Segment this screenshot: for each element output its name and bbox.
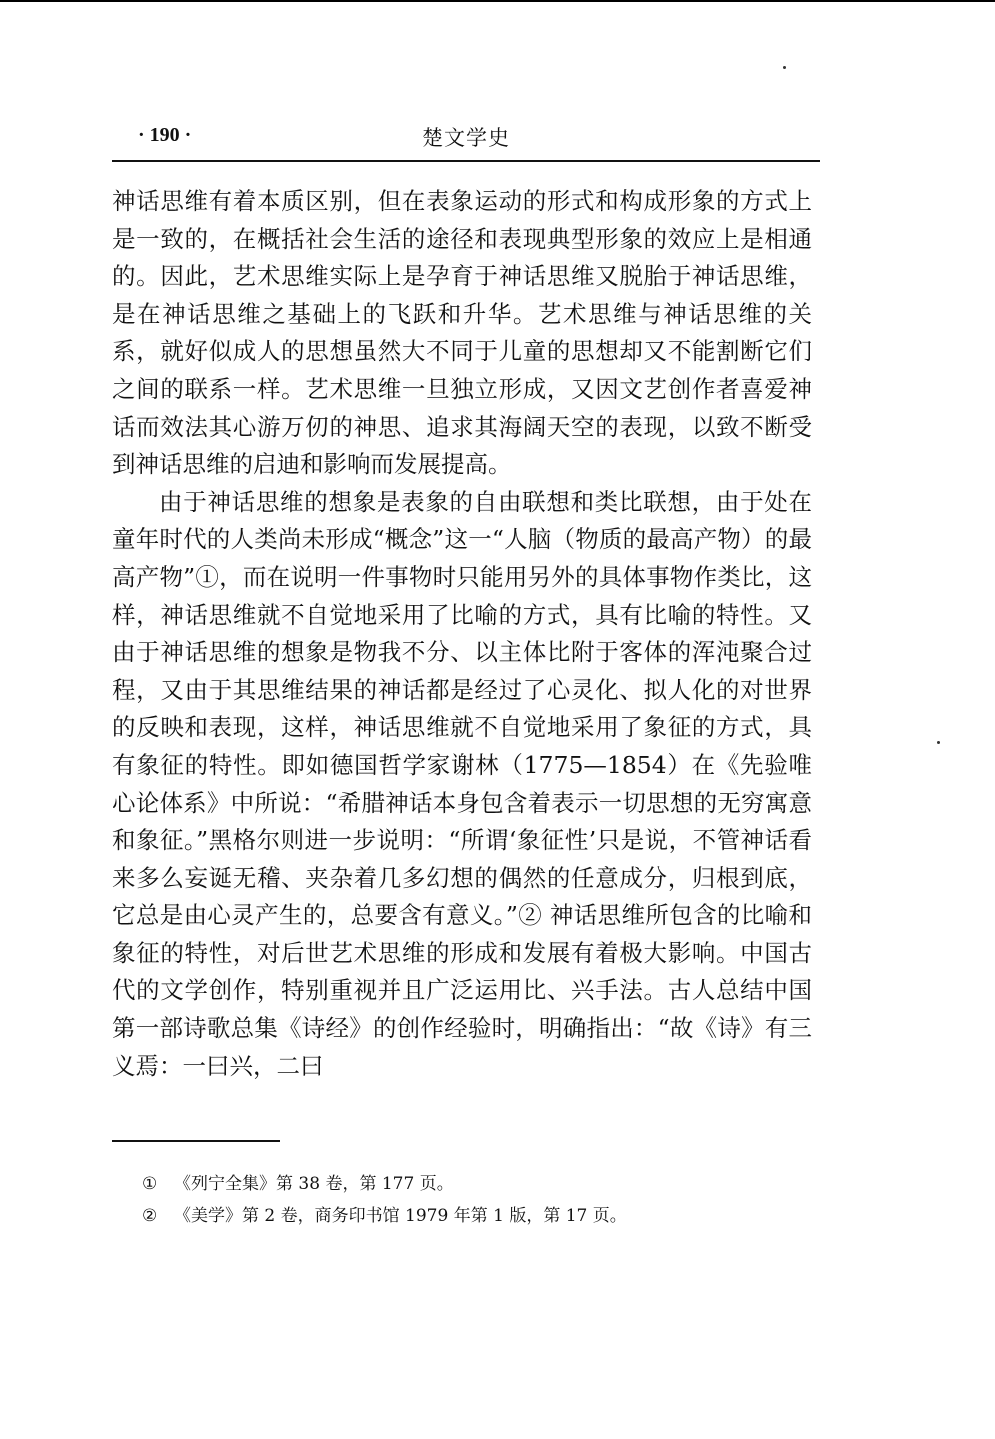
footnote-text: 《美学》第 2 卷，商务印书馆 1979 年第 1 版，第 17 页。 bbox=[174, 1206, 627, 1226]
scan-speck bbox=[937, 741, 940, 744]
footnote-item bbox=[142, 1200, 742, 1232]
paragraph-continued: 神话思维有着本质区别，但在表象运动的形式和构成形象的方式上是一致的，在概括社会生活的途径和表现典型形象的效应上是相通的。因此，艺术思维实际上是孕育于神话思维又脱胎于神话思维，是在神话思维之基础上的飞跃和升华。艺术思维与神话思维的关系，就好似成人的思想虽然大不同于儿童的思想却又不能割断它们之间的联系一样。艺术思维一旦独立形成，又因文艺创作者喜爱神话而效法其心游万仞的神思、追求其海阔天空的表现，以致不断受到神话思维的启迪和影响而发展提高。 bbox=[112, 187, 812, 479]
footnote-marker: ② bbox=[142, 1206, 158, 1226]
footnote-text: 《列宁全集》第 38 卷，第 177 页。 bbox=[174, 1174, 454, 1194]
footnote-item bbox=[142, 1168, 742, 1200]
header-rule bbox=[112, 160, 820, 162]
running-title: 楚文学史 bbox=[422, 126, 510, 150]
page-top-border bbox=[0, 0, 995, 2]
footnotes bbox=[142, 1168, 742, 1232]
footnote-rule bbox=[112, 1140, 280, 1142]
body-text bbox=[112, 183, 812, 1085]
paragraph-mythic-thinking: 由于神话思维的想象是表象的自由联想和类比联想，由于处在童年时代的人类尚未形成“概念”这一“人脑（物质的最高产物）的最高产物”①，而在说明一件事物时只能用另外的具体事物作类比，这样，神话思维就不自觉地采用了比喻的方式，具有比喻的特性。又由于神话思维的想象是物我不分、以主体比附于客体的浑沌聚合过程，又由于其思维结果的神话都是经过了心灵化、拟人化的对世界的反映和表现，这样，神话思维就不自觉地采用了象征的方式，具有象征的特性。即如德国哲学家谢林（1775—1854）在《先验唯心论体系》中所说：“希腊神话本身包含着表示一切思想的无穷寓意和象征。”黑格尔则进一步说明：“所谓‘象征性’只是说，不管神话看来多么妄诞无稽、夹杂着几多幻想的偶然的任意成分，归根到底，它总是由心灵产生的，总要含有意义。”② 神话思维所包含的比喻和象征的特性，对后世艺术思维的形成和发展有着极大影响。中国古代的文学创作，特别重视并且广泛运用比、兴手法。古人总结中国第一部诗歌总集《诗经》的创作经验时，明确指出：“故《诗》有三义焉：一曰兴，二曰 bbox=[112, 487, 812, 1080]
page-header bbox=[112, 118, 820, 160]
page-number: · 190 · bbox=[138, 124, 192, 146]
scan-speck bbox=[783, 66, 786, 69]
footnote-marker: ① bbox=[142, 1174, 158, 1194]
